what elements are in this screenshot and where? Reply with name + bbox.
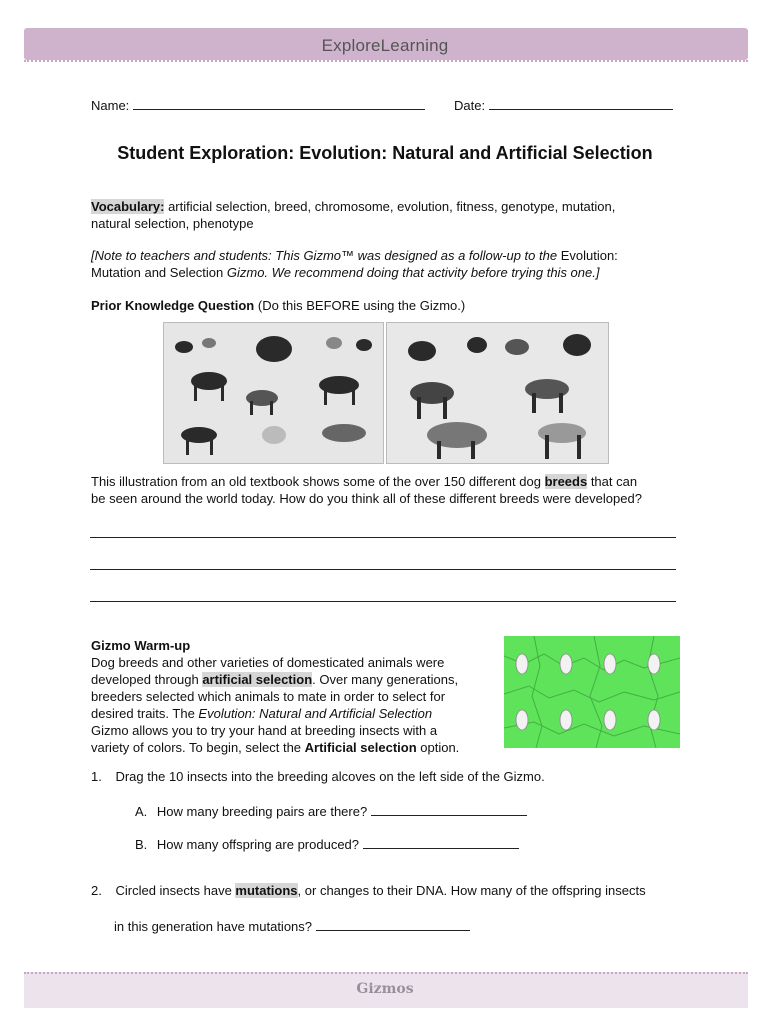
question-part1: This illustration from an old textbook shows some of the over 150 different dog	[91, 474, 545, 489]
question-line2: be seen around the world today. How do you think all of these different breeds were developed?	[91, 491, 642, 506]
name-label: Name:	[91, 98, 130, 113]
warmup-line4-part1: desired traits. The	[91, 706, 199, 721]
question-1	[91, 768, 545, 785]
warmup-line3: breeders selected which animals to mate in order to select for	[91, 689, 446, 704]
q1a-letter: A.	[135, 804, 148, 819]
insect-3	[604, 654, 616, 674]
question-1a	[135, 801, 527, 820]
dog-breeds-illustration-right	[386, 322, 609, 464]
warmup-line2-part2: . Over many generations,	[312, 672, 459, 687]
dog-breeds-illustration-left	[163, 322, 384, 464]
insect-4	[648, 654, 660, 674]
answer-line-1[interactable]	[90, 537, 676, 538]
prior-knowledge-question	[91, 473, 691, 507]
gizmo-warmup	[91, 637, 491, 756]
vocabulary-label: Vocabulary:	[91, 199, 165, 214]
vocabulary-terms-line2: natural selection, phenotype	[91, 216, 254, 231]
note-part3: Mutation and Selection	[91, 265, 224, 280]
warmup-line5: Gizmo allows you to try your hand at breeding insects with a	[91, 723, 438, 738]
q1a-answer-line[interactable]	[371, 801, 527, 816]
q2-answer-line[interactable]	[316, 916, 470, 931]
q1a-text: How many breeding pairs are there?	[156, 804, 368, 819]
q2-part1: Circled insects have	[115, 883, 236, 898]
question-2	[91, 882, 646, 899]
date-input-line[interactable]	[489, 95, 673, 110]
insect-1	[516, 654, 528, 674]
question-2-line2	[114, 916, 470, 935]
warmup-line6-part2: option.	[416, 740, 460, 755]
q2-line2: in this generation have mutations?	[114, 919, 313, 934]
question-1b	[135, 834, 519, 853]
q2-part2: , or changes to their DNA. How many of the offspring insects	[297, 883, 646, 898]
vocabulary-block	[91, 198, 691, 232]
date-field[interactable]	[454, 95, 673, 114]
gizmos-logo: Gizmos	[356, 981, 414, 997]
header-divider	[24, 60, 748, 64]
warmup-heading: Gizmo Warm-up	[91, 638, 191, 653]
note-part2: Evolution:	[560, 248, 618, 263]
explorelearning-logo: ExploreLearning	[321, 36, 449, 55]
page-title: Student Exploration: Evolution: Natural and Artificial Selection	[117, 143, 653, 163]
q1-number: 1.	[91, 769, 102, 784]
insect-6	[560, 710, 572, 730]
answer-line-3[interactable]	[90, 601, 676, 602]
name-input-line[interactable]	[133, 95, 425, 110]
insect-7	[604, 710, 616, 730]
insect-2	[560, 654, 572, 674]
question-part2: that can	[587, 474, 638, 489]
q1b-letter: B.	[135, 837, 148, 852]
prior-knowledge-heading-row	[91, 297, 465, 314]
gizmo-insects-screenshot	[504, 636, 680, 748]
prior-knowledge-instruction: (Do this BEFORE using the Gizmo.)	[254, 298, 466, 313]
q1b-answer-line[interactable]	[363, 834, 519, 849]
artificial-selection-option: Artificial selection	[304, 740, 417, 755]
warmup-line1: Dog breeds and other varieties of domesticated animals were	[91, 655, 445, 670]
prior-knowledge-heading: Prior Knowledge Question	[91, 298, 255, 313]
date-label: Date:	[454, 98, 486, 113]
artificial-selection-term: artificial selection	[202, 672, 313, 687]
q1b-text: How many offspring are produced?	[156, 837, 360, 852]
vocabulary-terms-line1: artificial selection, breed, chromosome, evolution, fitness, genotype, mutation,	[164, 199, 616, 214]
name-field[interactable]	[91, 95, 425, 114]
q1-text: Drag the 10 insects into the breeding alcoves on the left side of the Gizmo.	[115, 769, 545, 784]
warmup-line4-italic: Evolution: Natural and Artificial Selection	[198, 706, 433, 721]
insect-5	[516, 710, 528, 730]
breeds-term: breeds	[544, 474, 588, 489]
mutations-term: mutations	[235, 883, 298, 898]
note-part1: [Note to teachers and students: This Gizmo™ was designed as a follow-up to the	[91, 248, 561, 263]
warmup-line2-part1: developed through	[91, 672, 203, 687]
teacher-note	[91, 247, 691, 281]
answer-line-2[interactable]	[90, 569, 676, 570]
insect-8	[648, 710, 660, 730]
q2-number: 2.	[91, 883, 102, 898]
warmup-line6-part1: variety of colors. To begin, select the	[91, 740, 305, 755]
note-part4: Gizmo. We recommend doing that activity before trying this one.]	[223, 265, 600, 280]
